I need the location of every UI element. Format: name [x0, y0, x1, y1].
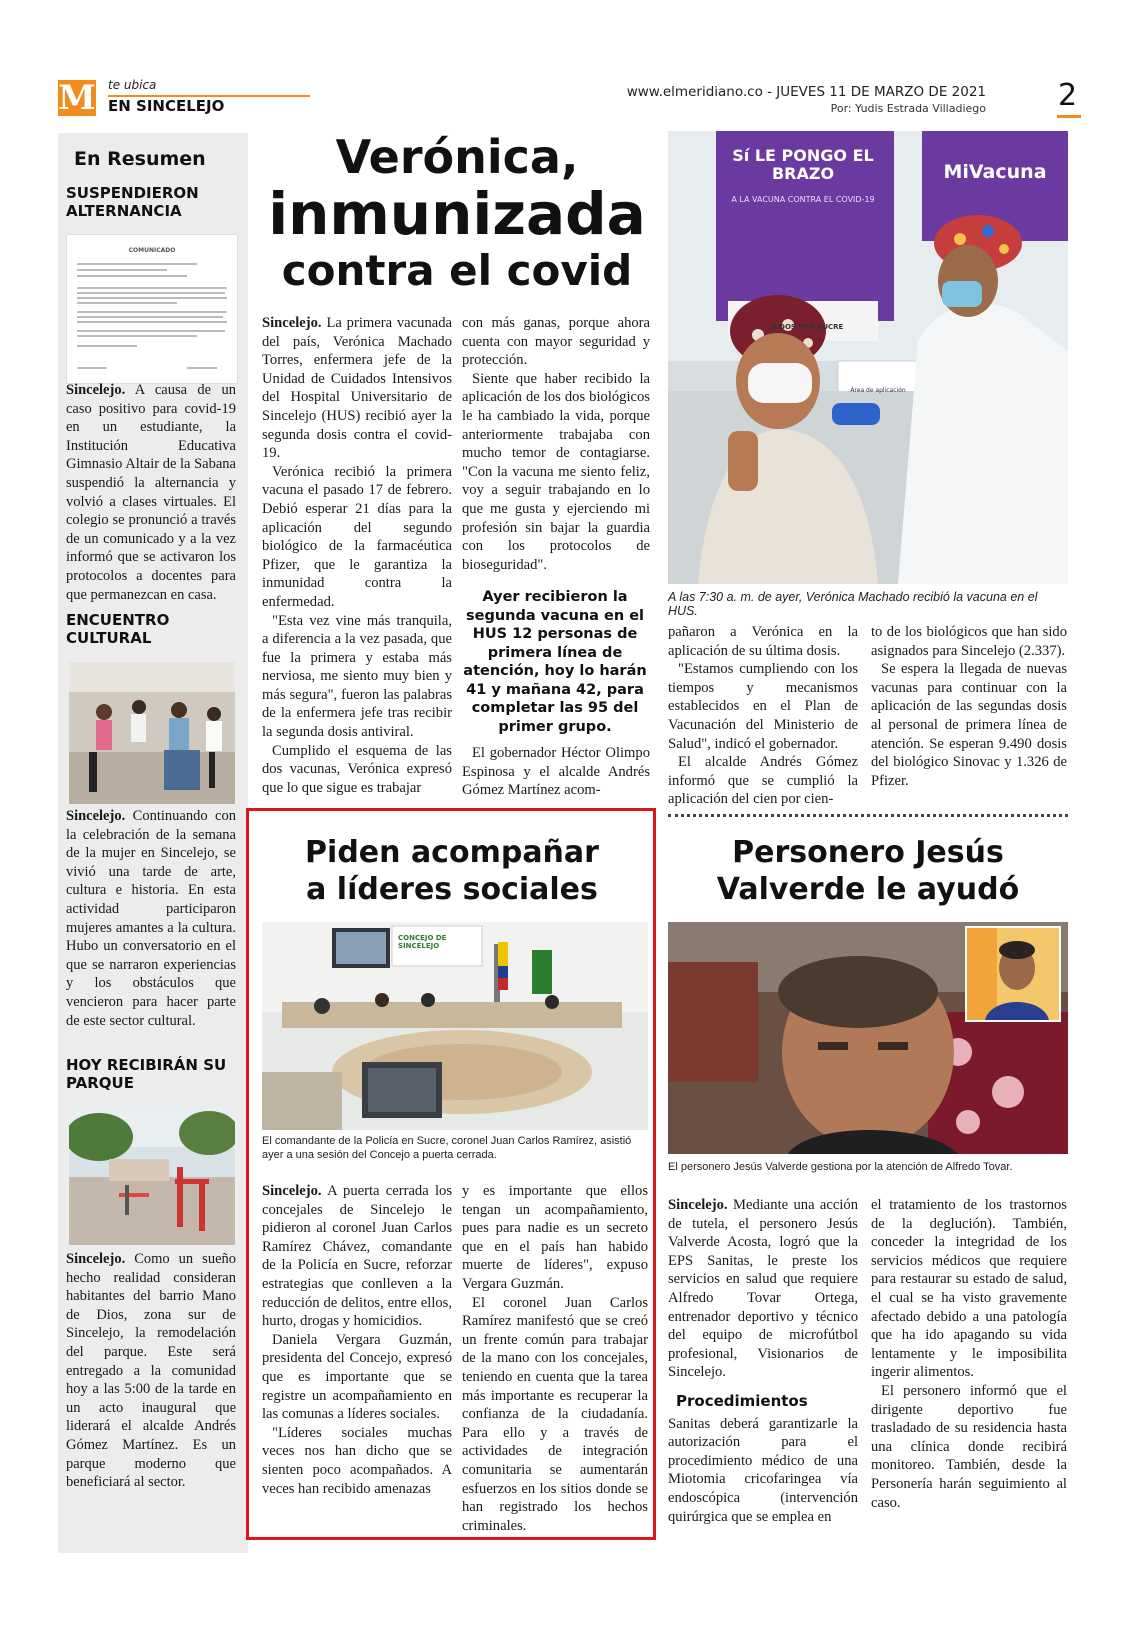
meridiano-logo: M: [58, 78, 96, 118]
section-tagline: te ubica: [108, 78, 157, 92]
sidebar-text-2: Sincelejo. Continuando con la celebración de la semana de la mujer en Sincelejo, se vivió una tarde de arte, cultura e historia. En esta actividad participaron mujeres amantes a la cultura. Hubo un conversatorio en el que se narraron experiencias y los obstáculos que vencieron para hacer parte de este sector cultural.: [66, 808, 236, 1029]
headline-line-1: Verónica,: [335, 130, 579, 184]
main-column-2: con más ganas, porque ahora cuenta con mayor seguridad y protección. Siente que haber recibido la aplicación de los dos biológicos le ha cambiado la vida, porque anteriormente trabajaba con mucho temor de contagiarse. "Con la vacuna me siento feliz, voy a seguir trabajando en lo que me gusta y ejerciendo mi profesión sin bajar la guardia con los protocolos de bioseguridad".: [462, 315, 650, 573]
headline-line-2: inmunizada: [268, 180, 646, 248]
patient-photo-caption: El personero Jesús Valverde gestiona por la atención de Alfredo Tovar.: [668, 1161, 1013, 1173]
subhead-procedures: Procedimientos: [676, 1391, 808, 1410]
story-3-column-1: Sincelejo. Mediante una acción de tutela, el personero Jesús Valverde Acosta, logró que la EPS Sanitas, le preste los servicios en salud que requiere Alfredo Tovar Ortega, entrenador deportivo y técnico del equipo de microfútbol profesional, Visionarios de Sincelejo. Procedimientos Sanitas deberá garantizarle la autorización para el procedimiento médico de una Miotomia cricofaringea vía endoscópica (intervención quirúrgica que se emplea en: [668, 1197, 859, 1525]
page-number: 2: [1058, 78, 1078, 113]
sidebar-heading-2: ENCUENTRO CULTURAL: [66, 611, 170, 647]
pull-quote: Ayer recibieron la segunda vacuna en el HUS 12 personas de primera línea de atención, hoy lo harán 41 y mañana 42, para completar las 95 del primer grupo.: [463, 589, 647, 735]
masthead-date: www.elmeridiano.co - JUEVES 11 DE MARZO DE 2021: [626, 84, 986, 100]
vaccination-photo-caption: A las 7:30 a. m. de ayer, Verónica Machado recibió la vacuna en el HUS.: [668, 590, 1038, 618]
patient-photo: [668, 922, 1068, 1154]
council-photo-caption: El comandante de la Policía en Sucre, coronel Juan Carlos Ramírez, asistió ayer a una sesión del Concejo a puerta cerrada.: [262, 1135, 632, 1161]
personero-portrait: [965, 926, 1061, 1022]
concejo-sign: CONCEJO DE SINCELEJO: [398, 934, 447, 950]
main-column-1: Sincelejo. La primera vacunada del país, Verónica Machado Torres, enfermera jefe de la Unidad de Cuidados Intensivos del Hospital Universitario de Sincelejo (HUS) recibió ayer la segunda dosis contra el covid-19. Verónica recibió la primera vacuna el pasado 17 de febrero. Debió esperar 21 días para la aplicación del segundo biológico de la farmacéutica Pfizer, que le garantiza la inmunidad contra la enfermedad. "Esta vez vine más tranquila, a diferencia a la vez pasada, que fue la primera y estaba más nerviosa, me siento muy bien y más segura", fueron las palabras de la enfermera jefe tras recibir la segunda dosis antiviral. Cumplido el esquema de las dos vacunas, Verónica expresó que lo que sigue es trabajar: [262, 315, 452, 796]
headline-line-3: contra el covid: [281, 246, 633, 295]
story-3-column-2: el tratamiento de los trastornos de la deglución). También, conceder la integridad de los servicios médicos que requiere para restaurar su estado de salud, el cual se ha visto gravemente afectado debido a una patología que ha ido apagando su vida lentamente y le imposibilita ingerir alimentos. El personero informó que el dirigente deportivo fue trasladado de su residencia hasta una clínica donde recibirá monitoreo. También, desde la Personería harán seguimiento al caso.: [871, 1197, 1067, 1511]
main-headline: [262, 131, 652, 297]
council-session-photo: [262, 922, 648, 1130]
vaccination-banner: Sí LE PONGO EL BRAZO: [732, 146, 874, 183]
story-2-headline: Piden acompañar a líderes sociales: [305, 835, 599, 907]
page-number-rule: [1057, 115, 1081, 118]
sidebar-heading-1: SUSPENDIERON ALTERNANCIA: [66, 184, 199, 220]
mivacuna-banner: MiVacuna: [943, 161, 1047, 183]
vaccination-photo: [668, 131, 1068, 584]
story-3-headline: Personero Jesús Valverde le ayudó: [716, 835, 1020, 907]
sidebar-heading-3: HOY RECIBIRÁN SU PARQUE: [66, 1056, 227, 1092]
sidebar-title: En Resumen: [74, 148, 206, 170]
story-2-column-2: y es importante que ellos tengan un acompañamiento, pues para nadie es un secreto que en el país han habido muerte de líderes", expuso Vergara Guzmán. El coronel Juan Carlos Ramírez manifestó que se creó un frente común para trabajar de la mano con los concejales, teniendo en cuenta que la tarea más importante es recuperar la confianza de la ciudadanía. Para ello y a través de actividades de integración comunitaria se aumentarán esfuerzos en los sitios donde se han registrado los hechos criminales.: [462, 1183, 648, 1534]
communique-title: COMUNICADO: [128, 247, 176, 254]
sucre-sign: NIDOS POR SUCRE: [770, 323, 844, 331]
sidebar-text-1: Sincelejo. A causa de un caso positivo para covid-19 en un estudiante, la Institución Educativa Gimnasio Altair de la Sabana suspendió la alternancia y volvió a clases virtuales. El colegio se pronunció a través de un comunicado y a la vez informó que se activaron los protocolos a docentes para que permanezcan en casa.: [66, 382, 237, 603]
vaccination-banner-sub: A LA VACUNA CONTRA EL COVID-19: [731, 195, 875, 204]
section-divider: [668, 814, 1068, 817]
communique-image: [66, 234, 238, 384]
main-column-3: pañaron a Verónica en la aplicación de su última dosis. "Estamos cumpliendo con los tiempos y mecanismos establecidos en el Plan de Vacunación del Ministerio de Salud", indicó el gobernador. El alcalde Andrés Gómez informó que se cumplió la aplicación del cien por cien-: [668, 624, 858, 808]
park-photo: [69, 1107, 235, 1245]
story-2-column-1: Sincelejo. A puerta cerrada los concejales de Sincelejo le pidieron al coronel Juan Carlos Ramírez Chávez, comandante de la Policía en Sucre, reforzar estrategias que conlleven a la reducción de delitos, entre ellos, hurto, drogas y homicidios. Daniela Vergara Guzmán, presidenta del Concejo, expresó que es importante que se registre un acompañamiento en las comunas a líderes sociales. "Líderes sociales muchas veces nos han dicho que se sienten poco acompañados. A veces han recibido amenazas: [262, 1183, 453, 1497]
byline: Por: Yudis Estrada Villadiego: [830, 102, 986, 115]
application-area-sign: Área de aplicación: [850, 387, 906, 394]
main-column-2b: El gobernador Héctor Olimpo Espinosa y el alcalde Andrés Gómez Martínez acom-: [462, 745, 650, 799]
main-column-4: to de los biológicos que han sido asignados para Sincelejo (2.337). Se espera la llegada de nuevas vacunas para continuar con la aplicación de las segundas dosis al personal de primera línea de atención. Se esperan 9.490 dosis del biológico Sinovac y 1.326 de Pfizer.: [871, 624, 1067, 789]
cultural-event-photo: [69, 662, 235, 804]
sidebar-text-3: Sincelejo. Como un sueño hecho realidad consideran habitantes del barrio Mano de Dios, zona sur de Sincelejo, la remodelación del parque. Este será entregado a la comunidad hoy a las 5:00 de la tarde en un acto inaugural que liderará el alcalde Andrés Gómez Martínez. Es un parque moderno que beneficiará al sector.: [66, 1251, 237, 1491]
section-name: EN SINCELEJO: [108, 97, 225, 115]
